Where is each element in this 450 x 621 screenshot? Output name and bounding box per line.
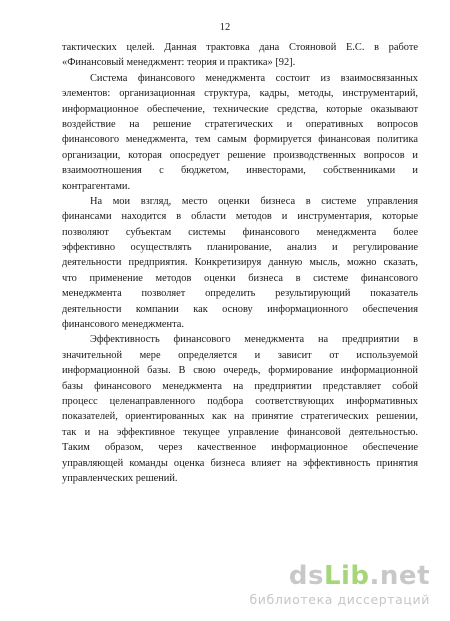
text-line: позволяют субъектам системы финансового менеджмента более [62,226,418,238]
text-line: финансового менеджмента. [62,319,184,331]
text-line: показателей, ориентированных как на принятие стратегических решении, [62,411,418,423]
logo-net: .net [369,561,430,591]
text-line: управленческих решений. [62,472,178,484]
text-line: менеджмента позволяет определить результирующий показатель [62,288,418,300]
dslib-logo [230,562,430,590]
text-line: значительной мере определяется и зависит от используемой [62,349,418,361]
text-line: процесс целенаправленного подбора соответствующих информативных [62,395,418,407]
paragraph [62,194,418,333]
paragraph [62,71,418,194]
text-line: «Финансовый менеджмент: теория и практика» [92]. [62,57,296,69]
document-body [62,40,418,486]
text-line: финансового менеджмента, тем самым формируется финансовая политика [62,134,418,146]
text-line: информационное обеспечение, технические средства, которые оказывают [62,103,418,115]
paragraph [62,332,418,486]
text-line: контрагентами. [62,180,131,192]
text-line: что применение методов оценки бизнеса в системе финансового [62,272,418,284]
text-line: Таким образом, через качественное информационное обеспечение [62,442,418,454]
text-line: управляющей команды оценка бизнеса влияет на эффективность принятия [62,457,418,469]
text-line: организации, которая опосредует решение производственных вопросов и [62,149,418,161]
paragraph [62,40,418,71]
text-line: Система финансового менеджмента состоит из взаимосвязанных [90,72,418,84]
text-line: деятельности компании как основу информационного обеспечения [62,303,418,315]
text-line: На мои взгляд, место оценки бизнеса в системе управления [90,195,418,207]
dslib-watermark [230,562,430,607]
text-line: воздействие на решение стратегических и оперативных вопросов [62,118,418,130]
text-line: эффективно осуществлять планирование, анализ и регулирование [62,242,418,254]
page-number: 12 [219,22,231,33]
text-line: Эффективность финансового менеджмента на предприятии в [90,334,418,346]
text-line: деятельности предприятия. Конкретизируя данную мысль, можно сказать, [62,257,418,269]
text-line: так и на эффективное текущее управление финансовой деятельностью. [62,426,418,438]
watermark-tagline: библиотека диссертаций [249,592,430,607]
text-line: элементов: организационная структура, кадры, методы, инструментарий, [62,88,418,100]
text-line: взаимоотношения с бюджетом, инвесторами, собственниками и [62,165,418,177]
text-line: информационной базы. В свою очередь, формирование информационной [62,365,418,377]
text-line: тактических целей. Данная трактовка дана Стояновой Е.С. в работе [62,42,418,53]
text-line: базы финансового менеджмента на предприятии представляет собой [62,380,418,392]
logo-lib: Lib [323,561,370,591]
logo-ds: ds [288,561,324,591]
text-line: финансами находится в области методов и инструментария, которые [62,211,418,223]
